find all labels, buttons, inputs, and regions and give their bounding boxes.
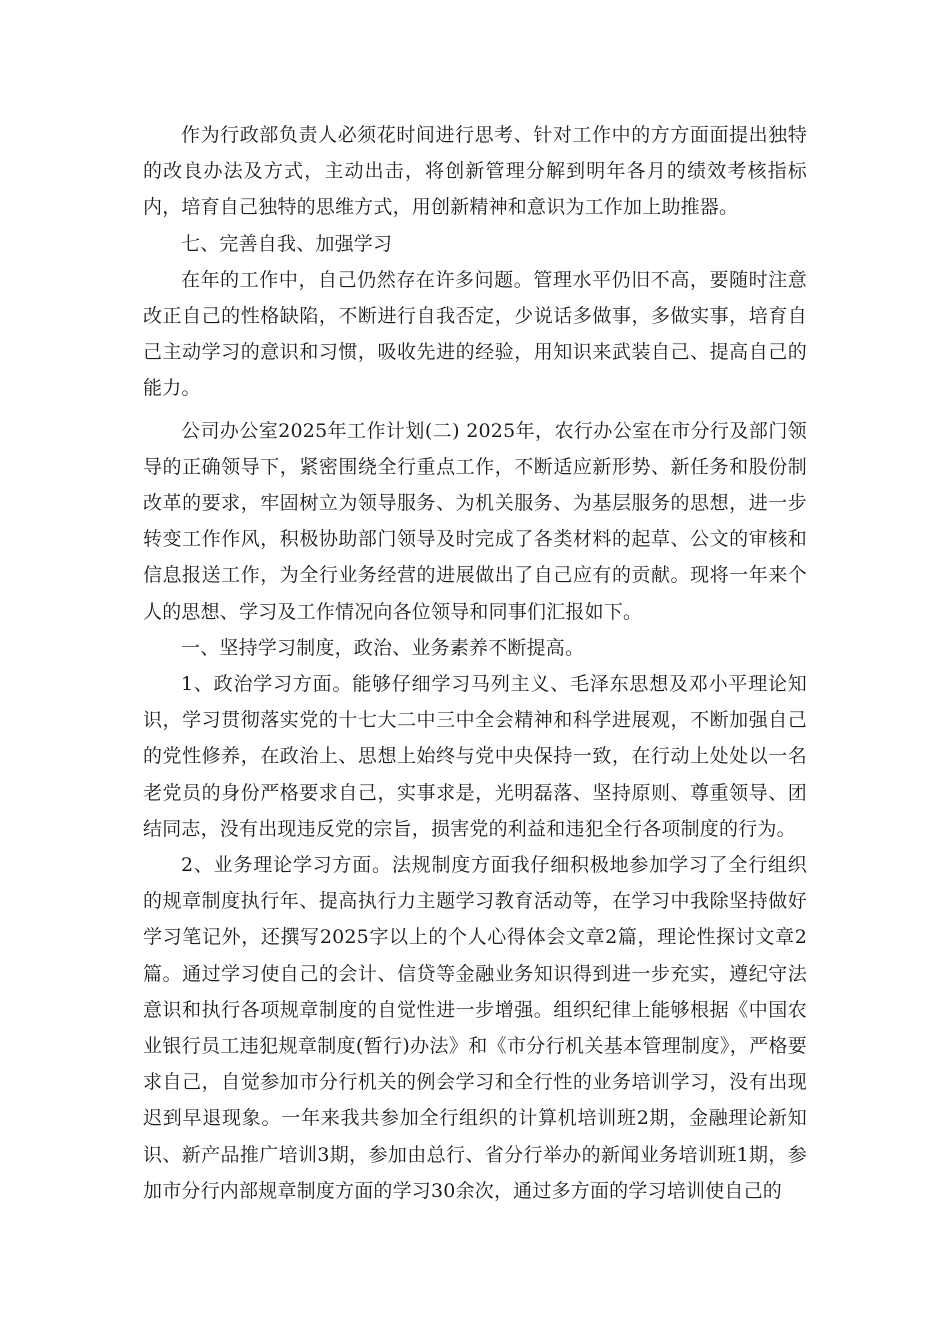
section-heading-one: 一、坚持学习制度，政治、业务素养不断提高。 (181, 636, 585, 659)
paragraph-innovation: 作为行政部负责人必须花时间进行思考、针对工作中的方方面面提出独特的改良办法及方式，主动出击，将创新管理分解到明年各月的绩效考核指标内，培育自己独特的思维方式，用创新精神和意识为工作加上助推器。 (143, 124, 807, 219)
section-heading-seven: 七、完善自我、加强学习 (181, 232, 393, 255)
document-body (143, 117, 807, 1209)
paragraph-self-improvement: 在年的工作中，自己仍然存在许多问题。管理水平仍旧不高，要随时注意改正自己的性格缺陷，不断进行自我否定，少说话多做事，多做实事，培育自己主动学习的意识和习惯，吸收先进的经验，用知识来武装自己、提高自己的能力。 (143, 268, 807, 400)
paragraph-political-study: 1、政治学习方面。能够仔细学习马列主义、毛泽东思想及邓小平理论知识，学习贯彻落实党的十七大二中三中全会精神和科学进展观，不断加强自己的党性修养，在政治上、思想上始终与党中央保持一致，在行动上处处以一名老党员的身份严格要求自己，实事求是，光明磊落、坚持原则、尊重领导、团结同志，没有出现违反党的宗旨，损害党的利益和违犯全行各项制度的行为。 (143, 673, 807, 840)
paragraph-work-plan-intro: 公司办公室2025年工作计划(二) 2025年，农行办公室在市分行及部门领导的正确领导下，紧密围绕全行重点工作，不断适应新形势、新任务和股份制改革的要求，牢固树立为领导服务、为机关服务、为基层服务的思想，进一步转变工作作风，积极协助部门领导及时完成了各类材料的起草、公文的审核和信息报送工作，为全行业务经营的进展做出了自己应有的贡献。现将一年来个人的思想、学习及工作情况向各位领导和同事们汇报如下。 (143, 419, 807, 623)
paragraph-business-study: 2、业务理论学习方面。法规制度方面我仔细积极地参加学习了全行组织的规章制度执行年、提高执行力主题学习教育活动等，在学习中我除坚持做好学习笔记外，还撰写2025字以上的个人心得体会文章2篇，理论性探讨文章2篇。通过学习使自己的会计、信贷等金融业务知识得到进一步充实，遵纪守法意识和执行各项规章制度的自觉性进一步增强。组织纪律上能够根据《中国农业银行员工违犯规章制度(暂行)办法》和《市分行机关基本管理制度》，严格要求自己，自觉参加市分行机关的例会学习和全行性的业务培训学习，没有出现迟到早退现象。一年来我共参加全行组织的计算机培训班2期，金融理论新知识、新产品推广培训3期，参加由总行、省分行举办的新闻业务培训班1期，参加市分行内部规章制度方面的学习30余次，通过多方面的学习培训使自己的 (143, 854, 807, 1202)
